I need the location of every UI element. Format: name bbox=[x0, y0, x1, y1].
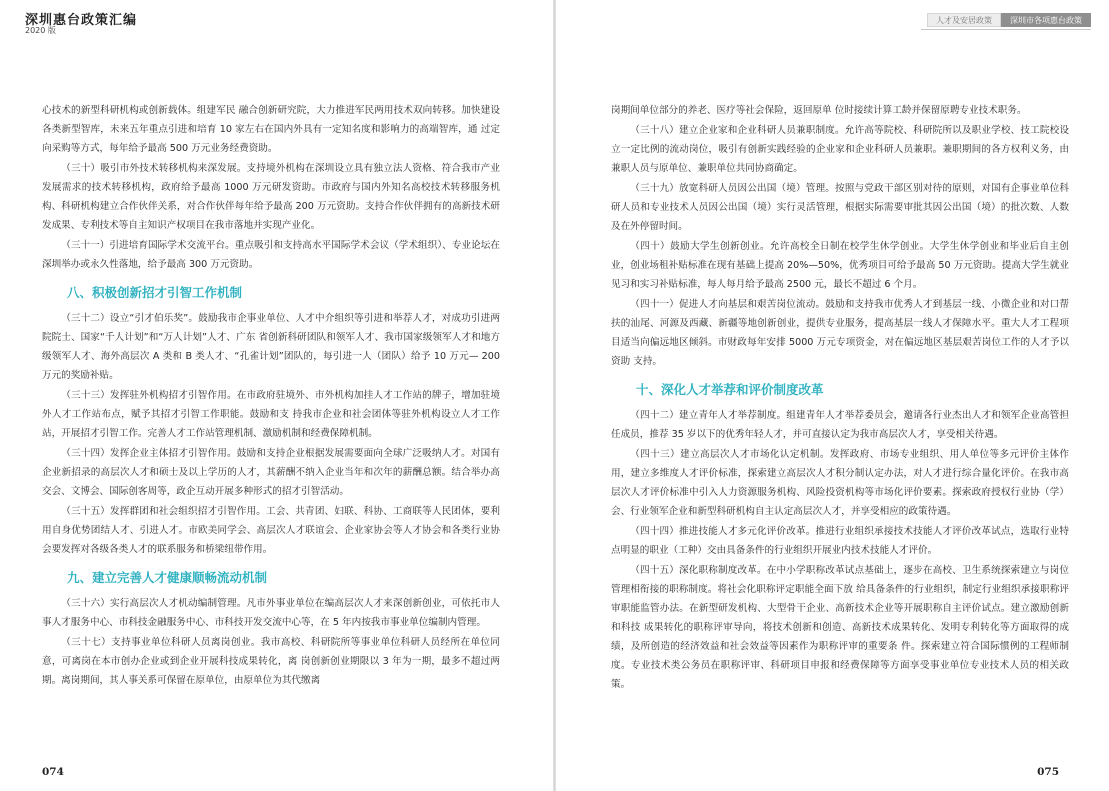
right-page bbox=[555, 0, 1109, 791]
body-paragraph: （四十一）促进人才向基层和艰苦岗位流动。鼓励和支持我市优秀人才到基层一线、小微企业和对口帮扶的汕尾、河源及西藏、新疆等地创新创业，提供专业服务，提高基层一线人才保障水平。重大人才工程项目适当向偏远地区倾斜。市财政每年安排 5000 万元专项资金，对在偏远地区基层艰苦岗位工作的人才予以资助 支持。 bbox=[611, 299, 1069, 367]
right-text-column bbox=[611, 101, 1069, 695]
body-paragraph: （四十三）建立高层次人才市场化认定机制。发挥政府、市场专业组织、用人单位等多元评价主体作用，建立多维度人才评价标准，探索建立高层次人才积分制认定办法，对人才进行综合量化评价。在我市高层次人才评价标准中引入人力资源服务机构、风险投资机构等市场化评价要素。探索政府授权行业协（学）会、行业领军企业和新型科研机构自主认定高层次人才，并享受相应的政策待遇。 bbox=[611, 449, 1069, 517]
body-paragraph: （四十二）建立青年人才举荐制度。组建青年人才举荐委员会，邀请各行业杰出人才和领军企业高管担任成员，推荐 35 岁以下的优秀年轻人才，并可直接认定为我市高层次人才，享受相关待遇。 bbox=[611, 410, 1069, 440]
book-title: 深圳惠台政策汇编 bbox=[25, 13, 138, 28]
body-paragraph: （四十四）推进技能人才多元化评价改革。推进行业组织承接技术技能人才评价改革试点，选取行业特点明显的职业（工种）交由具备条件的行业组织开展业内技术技能人才评价。 bbox=[611, 526, 1069, 556]
body-paragraph: 岗期间单位部分的养老、医疗等社会保险，返回原单 位时接续计算工龄并保留原聘专业技术职务。 bbox=[611, 105, 1027, 116]
body-paragraph: （三十八）建立企业家和企业科研人员兼职制度。允许高等院校、科研院所以及职业学校、技工院校设立一定比例的流动岗位，吸引有创新实践经验的企业家和企业科研人员兼职。兼职期间的各方权利义务，由兼职人员与原单位、兼职单位共同协商确定。 bbox=[611, 125, 1069, 174]
body-paragraph: 心技术的新型科研机构或创新载体。组建军民 融合创新研究院，大力推进军民两用技术双向转移。加快建设各类新型智库，未来五年重点引进和培育 10 家左右在国内外具有一定知名度和影响力的高端智库，通 过定向采购等方式，每年给予最高 500 万元业务经费资助。 bbox=[42, 105, 500, 154]
page-number-left: 074 bbox=[42, 766, 64, 778]
section-heading: 九、建立完善人才健康顺畅流动机制 bbox=[67, 570, 268, 585]
section-heading: 十、深化人才举荐和评价制度改革 bbox=[636, 382, 824, 397]
header-tab-shenzhen-policies: 深圳市各项惠台政策 bbox=[1001, 13, 1091, 27]
header-tab-talent-housing: 人才及安居政策 bbox=[927, 13, 1001, 27]
body-paragraph: （三十九）放宽科研人员因公出国（境）管理。按照与党政干部区别对待的原则，对国有企事业单位科研人员和专业技术人员因公出国（境）实行灵活管理，根据实际需要审批其因公出国（境）的批次数、人数及在外停留时间。 bbox=[611, 183, 1069, 232]
page-number-right: 075 bbox=[1037, 766, 1059, 778]
body-paragraph: （四十）鼓励大学生创新创业。允许高校全日制在校学生休学创业。大学生休学创业和毕业后自主创业，创业场租补贴标准在现有基础上提高 20%—50%，优秀项目可给予最高 50 万元资助。提高大学生就业见习和实习补贴标准，每人每月给予最高 2500 元，最长不超过 6 个月。 bbox=[611, 241, 1069, 290]
body-paragraph: （三十四）发挥企业主体招才引智作用。鼓励和支持企业根据发展需要面向全球广泛吸纳人才。对国有企业新招录的高层次人才和硕士及以上学历的人才，其薪酬不纳入企业当年和次年的薪酬总额。结合举办高交会、文博会、国际创客周等，政企互动开展多种形式的招才引智活动。 bbox=[42, 448, 500, 497]
body-paragraph: （三十二）设立“引才伯乐奖”。鼓励我市企事业单位、人才中介组织等引进和举荐人才，对成功引进两院院士、国家“千人计划”和“万人计划”人才、广东 省创新科研团队和领军人才、我市国家级领军人才和地方级领军人才、海外高层次 A 类和 B 类人才、“孔雀计划”团队的，每引进一人（团队）给予 10 万元— 200 万元的奖励补贴。 bbox=[42, 313, 500, 381]
body-paragraph: （三十五）发挥群团和社会组织招才引智作用。工会、共青团、妇联、科协、工商联等人民团体，要利用自身优势团结人才、引进人才。市欧美同学会、高层次人才联谊会、企业家协会等人才协会和各类行业协会要发挥对各级各类人才的联系服务和桥梁纽带作用。 bbox=[42, 506, 500, 555]
left-page bbox=[0, 0, 554, 791]
body-paragraph: （三十一）引进培育国际学术交流平台。重点吸引和支持高水平国际学术会议（学术组织）、专业论坛在深圳举办或永久性落地，给予最高 300 万元资助。 bbox=[42, 240, 500, 270]
book-year: 2020 版 bbox=[25, 26, 56, 35]
body-paragraph: （三十七）支持事业单位科研人员离岗创业。我市高校、科研院所等事业单位科研人员经所在单位同意，可离岗在本市创办企业或到企业开展科技成果转化，离 岗创新创业期限以 3 年为一期，最多不超过两期。离岗期间，其人事关系可保留在原单位，由原单位为其代缴离 bbox=[42, 637, 500, 686]
body-paragraph: （四十五）深化职称制度改革。在中小学职称改革试点基础上，逐步在高校、卫生系统探索建立与岗位管理相衔接的职称制度。将社会化职称评定职能全面下放 给具备条件的行业组织，制定行业组织承接职称评审职能监管办法。在新型研发机构、大型骨干企业、高新技术企业等开展职称自主评价试点。建立激励创新和科技 成果转化的职称评审导向，将技术创新和创造、高新技术成果转化、发明专利转化等方面取得的成绩，及所创造的经济效益和社会效益等因素作为职称评审的重要条 件。探索建立符合国际惯例的工程师制度。专业技术类公务员在职称评审、科研项目申报和经费保障等方面享受事业单位专业技术人员的相关政策。 bbox=[611, 565, 1069, 690]
body-paragraph: （三十六）实行高层次人才机动编制管理。凡市外事业单位在编高层次人才来深创新创业，可依托市人事人才服务中心、市科技金融服务中心、市科技开发交流中心等，在 5 年内按我市事业单位编制内管理。 bbox=[42, 598, 500, 628]
section-heading: 八、积极创新招才引智工作机制 bbox=[67, 285, 243, 300]
body-paragraph: （三十）吸引市外技术转移机构来深发展。支持境外机构在深圳设立具有独立法人资格、符合我市产业发展需求的技术转移机构，政府给予最高 1000 万元研发资助。市政府与国内外知名高校技术转移服务机构、科研机构建立合作伙伴关系，对合作伙伴每年给予最高 200 万元资助。支持合作伙伴拥有的高新技术研发成果、专利技术等自主知识产权项目在我市落地并实现产业化。 bbox=[42, 163, 500, 231]
left-text-column bbox=[42, 101, 500, 691]
header-rule bbox=[921, 29, 1091, 30]
body-paragraph: （三十三）发挥驻外机构招才引智作用。在市政府驻境外、市外机构加挂人才工作站的牌子，增加驻境外人才工作站布点，赋予其招才引智工作职能。鼓励和支 持我市企业和社会团体等驻外机构设立人才工作站，开展招才引智工作。完善人才工作站管理机制、激励机制和经费保障机制。 bbox=[42, 390, 500, 439]
header-section-tabs bbox=[927, 13, 1091, 27]
